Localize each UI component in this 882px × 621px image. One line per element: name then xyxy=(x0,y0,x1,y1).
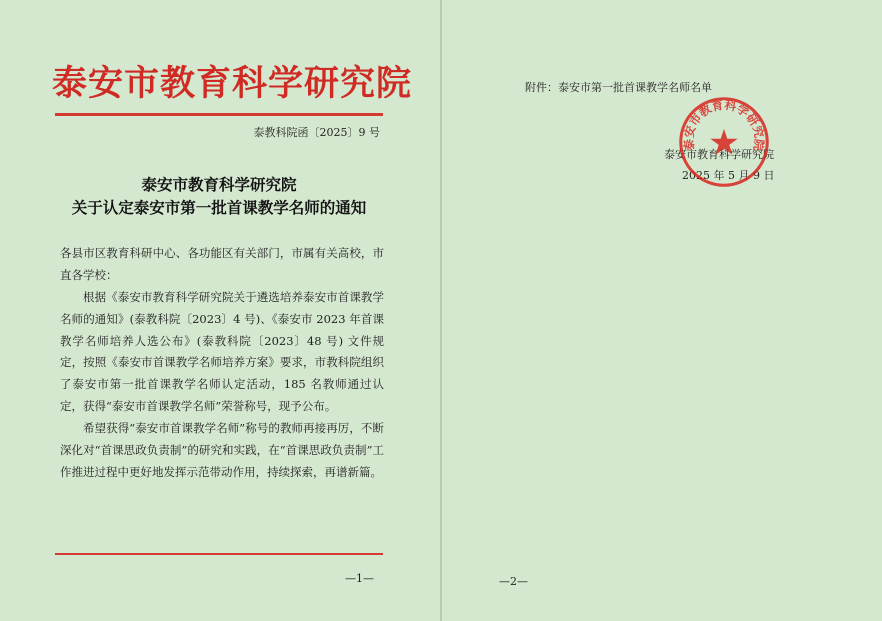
page-2 xyxy=(442,0,882,621)
issuer-name: 泰安市教育科学研究院 xyxy=(664,148,774,161)
issue-date: 2025 年 5 月 9 日 xyxy=(682,169,775,182)
svg-text:泰安市教育科学研究院: 泰安市教育科学研究院 xyxy=(681,97,767,152)
body-paragraph-2: 希望获得“泰安市首课教学名师”称号的教师再接再厉，不断深化对“首课思政负责制”的研究和实践，在“首课思政负责制”工作推进过程中更好地发挥示范带动作用，持续探索，再谱新篇。 xyxy=(60,421,384,479)
salutation: 各县市区教育科研中心、各功能区有关部门，市属有关高校，市直各学校： xyxy=(60,246,384,282)
page-number: —1— xyxy=(345,572,374,585)
letterhead-red-rule xyxy=(55,113,383,116)
attachment-line: 附件：泰安市第一批首课教学名师名单 xyxy=(525,81,712,94)
letterhead-title: 泰安市教育科学研究院 xyxy=(52,63,413,104)
page-number: —2— xyxy=(499,575,528,588)
document-number: 泰教科院函〔2025〕9 号 xyxy=(253,126,380,139)
document-title-line-1: 泰安市教育科学研究院 xyxy=(141,175,297,194)
body-paragraph-1: 根据《泰安市教育科学研究院关于遴选培养泰安市首课教学名师的通知》(泰教科院〔2023〕4 号)、《泰安市 2023 年首课教学名师培养人选公布》(泰教科院〔2023〕48 号) 文件规定，按照《泰安市首课教学名师培养方案》要求，市教科院组织了泰安市第一批首课教学名师认定活动，185 名教师通过认定，获得“泰安市首课教学名师”荣誉称号，现予公布。 xyxy=(60,290,384,413)
footer-red-rule xyxy=(55,553,383,555)
page-1 xyxy=(0,0,440,621)
official-seal-icon xyxy=(677,95,771,189)
document-title-line-2: 关于认定泰安市第一批首课教学名师的通知 xyxy=(71,198,367,217)
